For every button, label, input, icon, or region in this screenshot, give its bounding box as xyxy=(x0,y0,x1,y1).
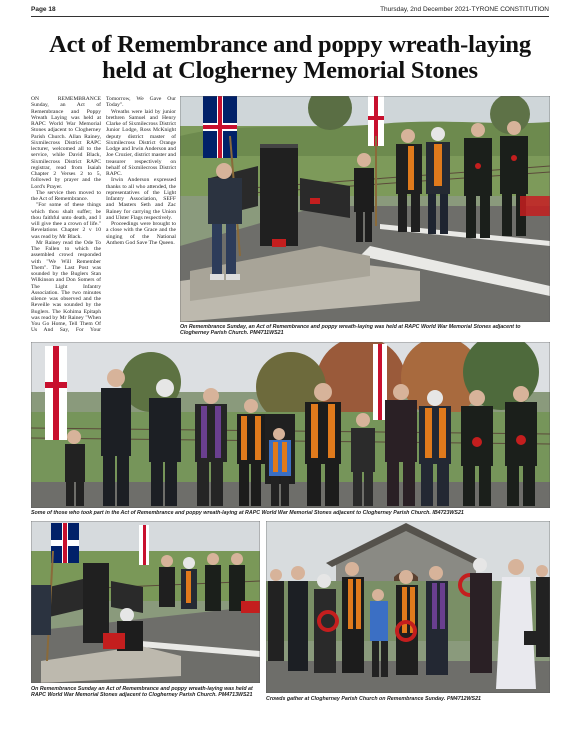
article-paragraph: The service then moved to the Act of Remembrance. xyxy=(31,189,101,202)
article-body xyxy=(31,96,176,334)
headline-line-2: held at Clogherney Memorial Stones xyxy=(102,57,478,84)
article-paragraph: "For some of these things which thou shalt suffer; be thou faithful unto death, and I will give thee a crown of life." Revelations Chapter 2 v 10 was read by Mr Black. xyxy=(31,202,101,240)
caption-middle-photo: Some of those who took part in the Act of Remembrance and poppy wreath-laying at RAPC World War Memorial Stones adjacent to Clogherney Parish Church. IB4723WS21 xyxy=(31,510,464,516)
article-paragraph: Proceedings were brought to a close with the Grace and the singing of the National Anthem God Save The Queen. xyxy=(106,221,176,246)
photo-memorial-stones-image xyxy=(180,96,550,322)
page-folio xyxy=(31,6,549,16)
article-headline xyxy=(24,32,556,84)
headline-line-1: Act of Remembrance and poppy wreath-laying xyxy=(49,31,531,58)
article-paragraph: Irwin Anderson expressed thanks to all who attended, the representatives of the Light Infantry Association, SEFF and Masters Seth and Zac Rainey for carrying the Union and Ulster Flags respectively. xyxy=(106,177,176,221)
publication-date-line: Thursday, 2nd December 2021-TYRONE CONSTITUTION xyxy=(380,6,549,13)
photo-church-crowd-image xyxy=(266,521,550,693)
photo-memorial-stones xyxy=(180,96,550,322)
photo-wreath-laying-image xyxy=(31,521,260,683)
folio-rule xyxy=(31,16,549,17)
article-paragraph: ON REMEMBRANCE Sunday, an Act of Remembrance and Poppy Wreath Laying was held at RAPC World War Memorial Stones adjacent to Clogherney Parish Church. Allan Rainey, Sixmilecross District RAPC lecturer, welcomed all to the service, while David Black, Sixmilecross District RAPC registrar, read from Isaiah Chapter 2 Verses 2 to 5, followed by prayer and the Lord's Prayer. xyxy=(31,96,101,190)
caption-top-photo: On Remembrance Sunday, an Act of Remembrance and poppy wreath-laying was held at RAPC World War Memorial Stones adjacent to Clogherney Parish Church. PM4711WS21 xyxy=(180,324,521,337)
article-paragraph: Wreaths were laid by junior brethren Samuel and Henry Clarke of Sixmilecross District Junior Lodge, Ross McKnight deputy district master of Sixmilecross District Orange Lodge and Irwin Anderson and Joe Crozier, district master and treasurer respectively on behalf of Sixmilecross District RAPC. xyxy=(106,108,176,177)
photo-group xyxy=(31,342,550,508)
page-number: Page 18 xyxy=(31,6,56,13)
photo-church-crowd xyxy=(266,521,550,693)
caption-bottom-left-photo: On Remembrance Sunday an Act of Remembrance and poppy wreath-laying was held at RAPC World War Memorial Stones adjacent to Clogherney Parish Church. PM4713WS21 xyxy=(31,686,253,699)
photo-group-image xyxy=(31,342,550,508)
caption-bottom-right-photo: Crowds gather at Clogherney Parish Church on Remembrance Sunday. PM4712WS21 xyxy=(266,696,481,702)
photo-wreath-laying xyxy=(31,521,260,683)
article-paragraph: Mr Rainey read the Ode To The Fallen to which the assembled crowd responded with "We Will Remember Them". The Last Post was sounded by the Buglers Stan Wilkinson and Don Somers of The Light Infantry Association. The two minutes silence was observed and the Reveille was sounded by the Buglers. The Kohima Epitaph was read by Mr Rainey "When You Go Home, Tell Them Of Us And Say, For Your Tomorrow, We Gave Our Today". xyxy=(31,96,176,334)
